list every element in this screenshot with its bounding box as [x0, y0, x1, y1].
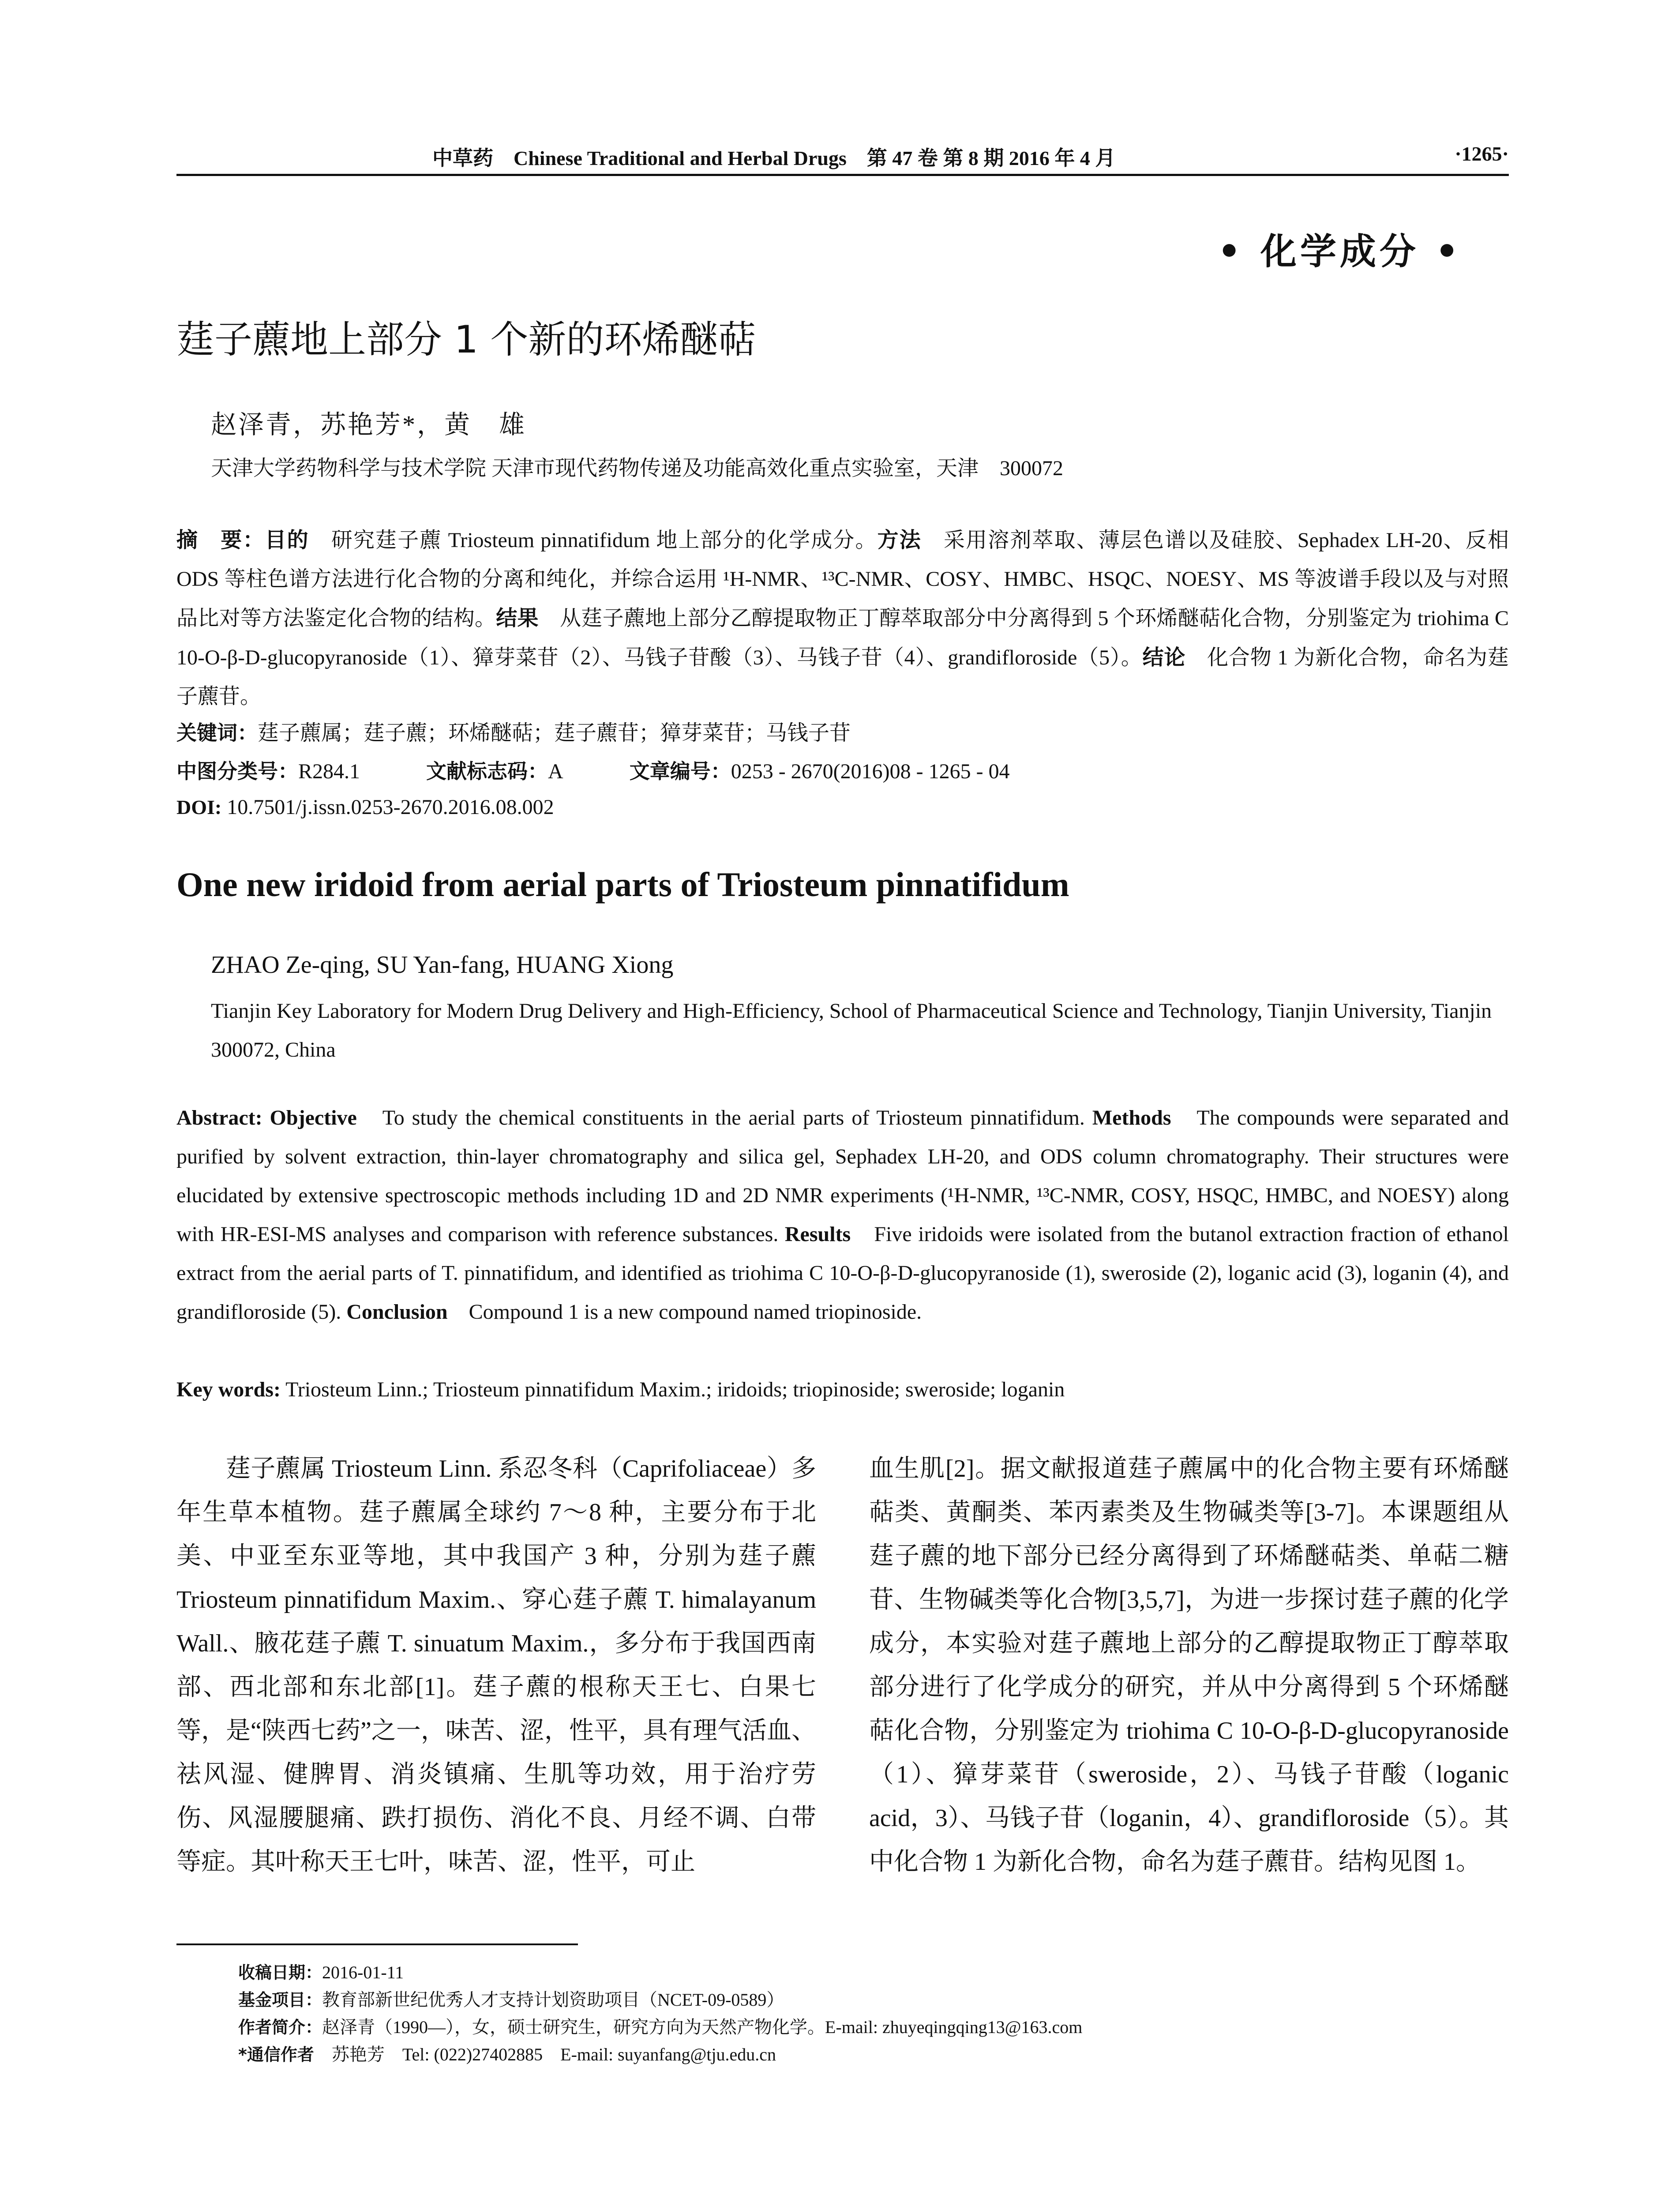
methods-text: 采用溶剂萃取、薄层色谱以及硅胶、Sephadex LH-20、反相 ODS 等柱色谱方法进行化合物的分离和纯化，并综合运用 ¹H-NMR、¹³C-NMR、COSY、HMBC、HSQC、NOESY、MS 等波谱手段以及与对照品比对等方法鉴定化合物的结构。 — [176, 529, 1509, 630]
chinese-keywords — [176, 716, 851, 746]
chinese-abstract — [176, 521, 1509, 716]
chinese-affiliation: 天津大学药物科学与技术学院 天津市现代药物传递及功能高效化重点实验室，天津 300072 — [211, 457, 1064, 480]
english-title: One new iridoid from aerial parts of Triosteum pinnatifidum — [176, 865, 1069, 904]
en-keywords-label: Key words: — [176, 1378, 281, 1401]
en-results-text: Five iridoids were isolated from the butanol extraction fraction of ethanol extract from the aerial parts of T. pinnatifidum, and identified as triohima C 10-O-β-D-glucopyranoside (1), sweroside (2), loganic acid (3), loganin (4), and grandifloroside (5). — [176, 1223, 1509, 1324]
body-column-right: 血生肌[2]。据文献报道莛子藨属中的化合物主要有环烯醚萜类、黄酮类、苯丙素类及生物碱类等[3-7]。本课题组从莛子藨的地下部分已经分离得到了环烯醚萜类、单萜二糖苷、生物碱类等化合物[3,5,7]，为进一步探讨莛子藨的化学成分，本实验对莛子藨地上部分的乙醇提取物正丁醇萃取部分进行了化学成分的研究，并从中分离得到 5 个环烯醚萜化合物，分别鉴定为 triohima C 10-O-β-D-glucopyranoside（1）、獐芽菜苷（sweroside，2）、马钱子苷酸（loganic acid，3）、马钱子苷（loganin，4）、grandifloroside（5）。其中化合物 1 为新化合物，命名为莛子藨苷。结构见图 1。 — [869, 1455, 1509, 1876]
footnotes — [238, 1959, 1082, 2068]
doi-label: DOI: — [176, 796, 222, 818]
classification-line — [176, 755, 1010, 784]
results-label: 结果 — [496, 606, 539, 630]
author-bio-note: 作者简介：赵泽青（1990—），女，硕士研究生，研究方向为天然产物化学。E-mail: zhuyeqingqing13@163.com — [238, 2017, 1083, 2037]
en-conclusion-text: Compound 1 is a new compound named triopinoside. — [447, 1300, 922, 1324]
english-affiliation: Tianjin Key Laboratory for Modern Drug Delivery and High-Efficiency, School of Pharmaceutical Science and Technology, Tianjin University, Tianjin 300072, China — [211, 999, 1492, 1062]
footnote-rule — [176, 1943, 578, 1945]
english-keywords — [176, 1377, 1509, 1402]
keywords-text: 莛子藨属；莛子藨；环烯醚萜；莛子藨苷；獐芽菜苷；马钱子苷 — [258, 721, 851, 745]
received-note: 收稿日期：2016-01-11 — [238, 1962, 404, 1982]
articleno-value: 0253 - 2670(2016)08 - 1265 - 04 — [731, 760, 1010, 783]
english-abstract — [176, 1099, 1509, 1332]
clc-label: 中图分类号： — [176, 759, 298, 783]
en-objective-text: To study the chemical constituents in the aerial parts of Triosteum pinnatifidum. — [356, 1106, 1085, 1129]
header-rule — [176, 174, 1509, 176]
results-text: 从莛子藨地上部分乙醇提取物正丁醇萃取部分中分离得到 5 个环烯醚萜化合物，分别鉴定为 triohima C 10-O-β-D-glucopyranoside（1）、獐芽菜苷（2）、马钱子苷酸（3）、马钱子苷（4）、grandifloroside（5）。 — [176, 607, 1509, 669]
articleno-label: 文章编号： — [629, 759, 731, 783]
corresponding-author-note: *通信作者 苏艳芳 Tel: (022)27402885 E-mail: suyanfang@tju.edu.cn — [238, 2045, 776, 2064]
section-tag: • 化学成分 • — [1218, 231, 1462, 273]
page-number: ·1265· — [1455, 143, 1509, 165]
english-authors: ZHAO Ze-qing, SU Yan-fang, HUANG Xiong — [211, 951, 674, 979]
objective-text: 研究莛子藨 Triosteum pinnatifidum 地上部分的化学成分。 — [309, 529, 878, 552]
keywords-label: 关键词： — [176, 721, 258, 745]
doi-line — [176, 795, 554, 819]
en-keywords-text: Triosteum Linn.; Triosteum pinnatifidum Maxim.; iridoids; triopinoside; sweroside; loganin — [280, 1378, 1065, 1401]
running-header — [176, 142, 1509, 173]
doccode-label: 文献标志码： — [426, 759, 548, 783]
abstract-label: 摘 要： — [176, 528, 265, 552]
conclusion-text: 化合物 1 为新化合物，命名为莛子藨苷。 — [176, 646, 1509, 708]
fund-note: 基金项目：教育部新世纪优秀人才支持计划资助项目（NCET-09-0589） — [238, 1990, 784, 2010]
en-conclusion-label: Conclusion — [346, 1300, 448, 1324]
en-results-label: Results — [784, 1223, 851, 1246]
doccode-value: A — [548, 760, 563, 783]
objective-label: 目的 — [265, 528, 309, 552]
chinese-authors: 赵泽青，苏艳芳*，黄 雄 — [211, 410, 527, 439]
chinese-title: 莛子藨地上部分 1 个新的环烯醚萜 — [176, 318, 756, 362]
doi-link[interactable]: 10.7501/j.issn.0253-2670.2016.08.002 — [221, 795, 554, 819]
journal-header: 中草药 Chinese Traditional and Herbal Drugs 第 47 卷 第 8 期 2016 年 4 月 — [432, 147, 1116, 169]
en-methods-label: Methods — [1092, 1106, 1171, 1129]
clc-value: R284.1 — [298, 760, 360, 783]
methods-label: 方法 — [877, 528, 922, 552]
en-methods-text: The compounds were separated and purified by solvent extraction, thin-layer chromatography and silica gel, Sephadex LH-20, and ODS column chromatography. Their structures were elucidated by extensive spectroscopic methods including 1D and 2D NMR experiments (¹H-NMR, ¹³C-NMR, COSY, HSQC, HMBC, and NOESY) along with HR-ESI-MS analyses and comparison with reference substances. — [176, 1106, 1509, 1246]
body-column-left: 莛子藨属 Triosteum Linn. 系忍冬科（Caprifoliaceae）多年生草本植物。莛子藨属全球约 7～8 种，主要分布于北美、中亚至东亚等地，其中我国产 3 种，分别为莛子藨 Triosteum pinnatifidum Maxim.、穿心莛子藨 T. himalayanum Wall.、腋花莛子藨 T. sinuatum Maxim.，多分布于我国西南部、西北部和东北部[1]。莛子藨的根称天王七、白果七等，是“陕西七药”之一，味苦、涩，性平，具有理气活血、祛风湿、健脾胃、消炎镇痛、生肌等功效，用于治疗劳伤、风湿腰腿痛、跌打损伤、消化不良、月经不调、白带等症。其叶称天王七叶，味苦、涩，性平，可止 — [176, 1455, 816, 1876]
conclusion-label: 结论 — [1142, 645, 1186, 670]
en-abstract-label: Abstract: Objective — [176, 1106, 357, 1129]
